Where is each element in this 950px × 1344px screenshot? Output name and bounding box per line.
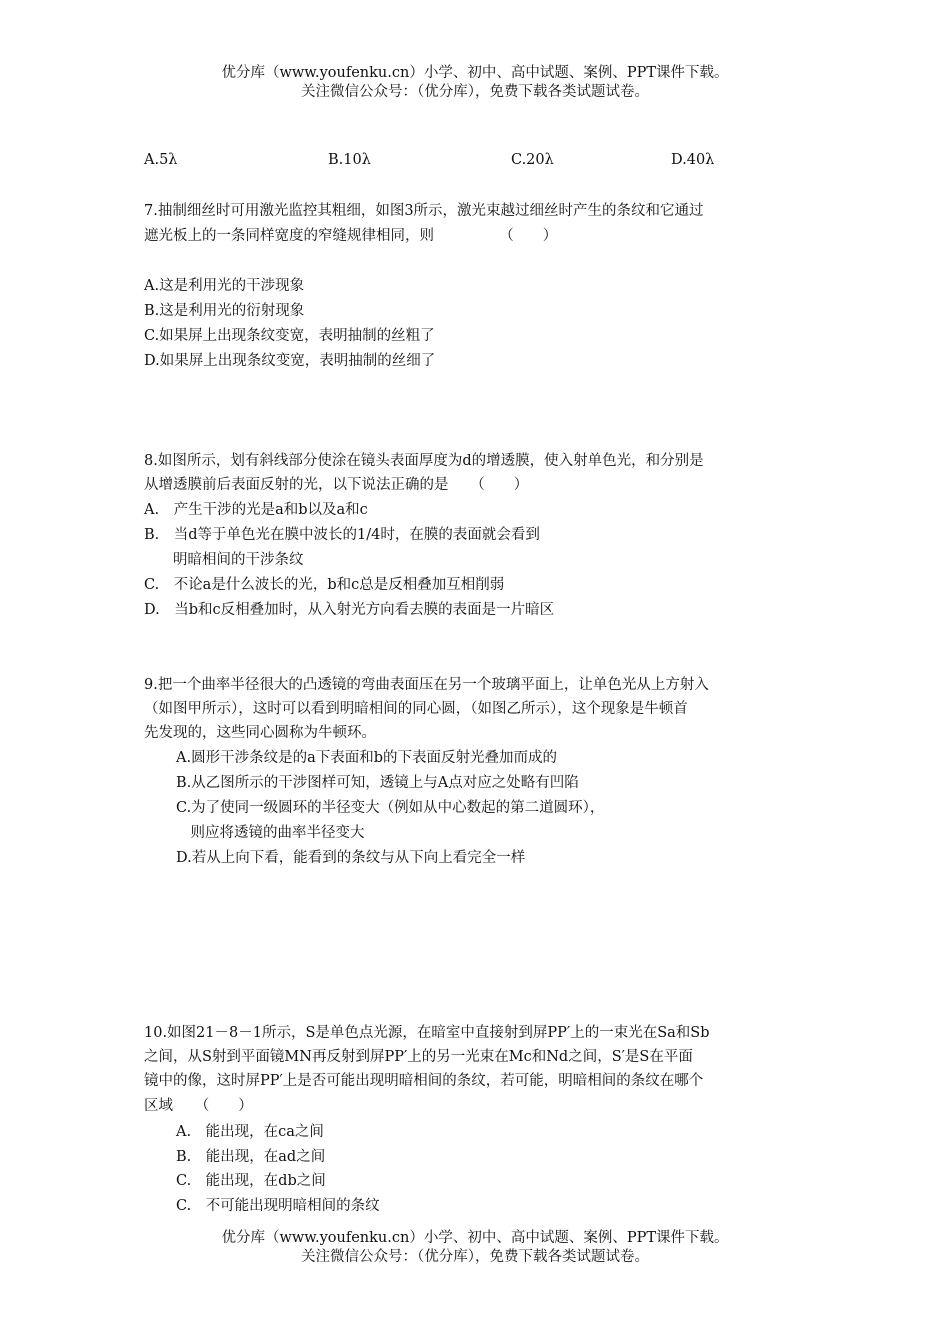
q8-stem-line-2: 从增透膜前后表面反射的光，以下说法正确的是 （ ） [144,477,529,493]
q9-option-d: D.若从上向下看，能看到的条纹与从下向上看完全一样 [176,850,526,866]
q9-stem-line-2: （如图甲所示），这时可以看到明暗相间的同心圆，（如图乙所示），这个现象是牛顿首 [144,701,688,717]
q10-stem-line-2: 之间，从S射到平面镜MN再反射到屏PP′上的另一光束在Mc和Nd之间，S′是S在平面 [144,1049,693,1065]
q7-option-a: A.这是利用光的干涉现象 [144,278,305,294]
q9-stem-line-1: 9.把一个曲率半径很大的凸透镜的弯曲表面压在另一个玻璃平面上，让单色光从上方射入 [144,677,709,693]
q10-option-c: C. 能出现，在db之间 [176,1173,326,1189]
q10-option-b: B. 能出现，在ad之间 [176,1149,326,1165]
footer-line-1: 优分库（www.youfenku.cn）小学、初中、高中试题、案例、PPT课件下载。 [221,1230,729,1246]
q8-option-b-cont: 明暗相间的干涉条纹 [144,552,304,568]
q7-stem-line-2: 遮光板上的一条同样宽度的窄缝规律相同，则 （ ） [144,228,558,244]
q8-option-a: A. 产生干涉的光是a和b以及a和c [144,502,368,518]
q7-option-c: C.如果屏上出现条纹变宽，表明抽制的丝粗了 [144,328,435,344]
q10-option-a: A. 能出现，在ca之间 [176,1124,324,1140]
q9-option-c-cont: 则应将透镜的曲率半径变大 [176,825,365,841]
q9-option-b: B.从乙图所示的干涉图样可知，透镜上与A点对应之处略有凹陷 [176,775,579,791]
q8-option-d: D. 当b和c反相叠加时，从入射光方向看去膜的表面是一片暗区 [144,602,555,618]
q9-stem-line-3: 先发现的，这些同心圆称为牛顿环。 [144,725,376,741]
q6-option-c: C.20λ [511,152,554,168]
q10-option-d: C. 不可能出现明暗相间的条纹 [176,1198,380,1214]
q10-stem-line-4: 区域 （ ） [144,1098,253,1114]
header-line-1: 优分库（www.youfenku.cn）小学、初中、高中试题、案例、PPT课件下载。 [221,65,729,81]
q7-stem-line-1: 7.抽制细丝时可用激光监控其粗细，如图3所示，激光束越过细丝时产生的条纹和它通过 [144,203,704,219]
q9-option-c: C.为了使同一级圆环的半径变大（例如从中心数起的第二道圆环）， [176,800,605,816]
q8-option-b: B. 当d等于单色光在膜中波长的1/4时，在膜的表面就会看到 [144,527,540,543]
q6-option-b: B.10λ [328,152,371,168]
q7-option-d: D.如果屏上出现条纹变宽，表明抽制的丝细了 [144,353,436,369]
footer-line-2: 关注微信公众号：（优分库），免费下载各类试题试卷。 [301,1249,649,1265]
page-footer [0,1229,950,1267]
q10-stem-line-1: 10.如图21－8－1所示，S是单色点光源，在暗室中直接射到屏PP′上的一束光在Sa和Sb [144,1025,710,1041]
q7-option-b: B.这是利用光的衍射现象 [144,303,305,319]
q8-option-c: C. 不论a是什么波长的光，b和c总是反相叠加互相削弱 [144,577,505,593]
q10-stem-line-3: 镜中的像，这时屏PP′上是否可能出现明暗相间的条纹，若可能，明暗相间的条纹在哪个 [144,1073,704,1089]
page-header [0,64,950,102]
q6-option-d: D.40λ [671,152,715,168]
q8-stem-line-1: 8.如图所示，划有斜线部分使涂在镜头表面厚度为d的增透膜，使入射单色光，和分别是 [144,453,704,469]
header-line-2: 关注微信公众号：（优分库），免费下载各类试题试卷。 [301,84,649,100]
q6-option-a: A.5λ [144,152,178,168]
q9-option-a: A.圆形干涉条纹是的a下表面和b的下表面反射光叠加而成的 [176,750,558,766]
